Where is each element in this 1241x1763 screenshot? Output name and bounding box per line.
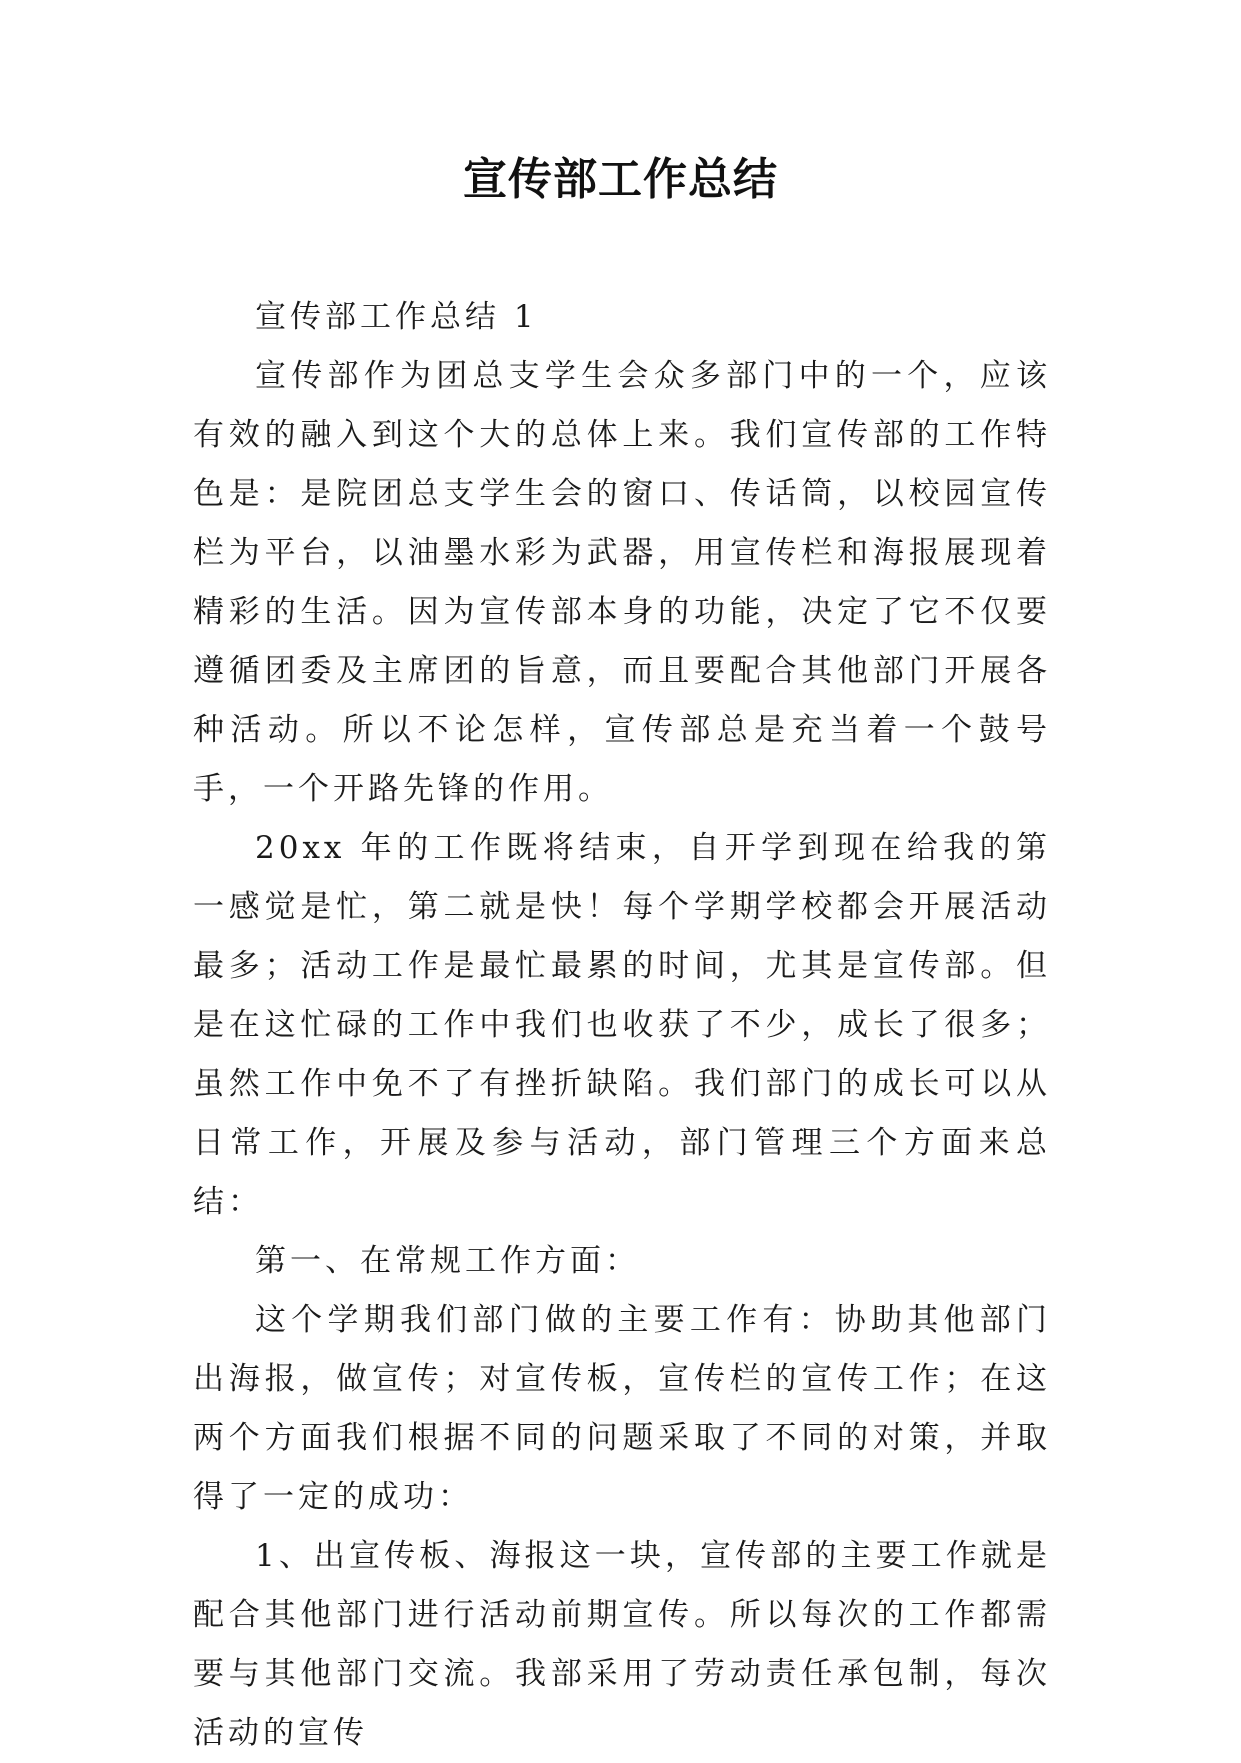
paragraph: 宣传部作为团总支学生会众多部门中的一个，应该有效的融入到这个大的总体上来。我们宣传部的工作特色是：是院团总支学生会的窗口、传话筒，以校园宣传栏为平台，以油墨水彩为武器，用宣传栏和海报展现着精彩的生活。因为宣传部本身的功能，决定了它不仅要遵循团委及主席团的旨意，而且要配合其他部门开展各种活动。所以不论怎样，宣传部总是充当着一个鼓号手，一个开路先锋的作用。 [193, 358, 1051, 807]
paragraph: 这个学期我们部门做的主要工作有：协助其他部门出海报，做宣传；对宣传板，宣传栏的宣传工作；在这两个方面我们根据不同的问题采取了不同的对策，并取得了一定的成功： [193, 1302, 1051, 1515]
paragraph: 20xx 年的工作既将结束，自开学到现在给我的第一感觉是忙，第二就是快！每个学期学校都会开展活动最多；活动工作是最忙最累的时间，尤其是宣传部。但是在这忙碌的工作中我们也收获了不少，成长了很多；虽然工作中免不了有挫折缺陷。我们部门的成长可以从日常工作，开展及参与活动，部门管理三个方面来总结： [193, 830, 1051, 1220]
paragraph: 1、出宣传板、海报这一块，宣传部的主要工作就是配合其他部门进行活动前期宣传。所以每次的工作都需要与其他部门交流。我部采用了劳动责任承包制，每次活动的宣传 [193, 1538, 1051, 1751]
subheading: 第一、在常规工作方面： [255, 1243, 640, 1279]
section-heading: 宣传部工作总结 1 [255, 299, 538, 335]
document-body [193, 288, 1051, 1763]
document-title: 宣传部工作总结 [463, 154, 778, 205]
